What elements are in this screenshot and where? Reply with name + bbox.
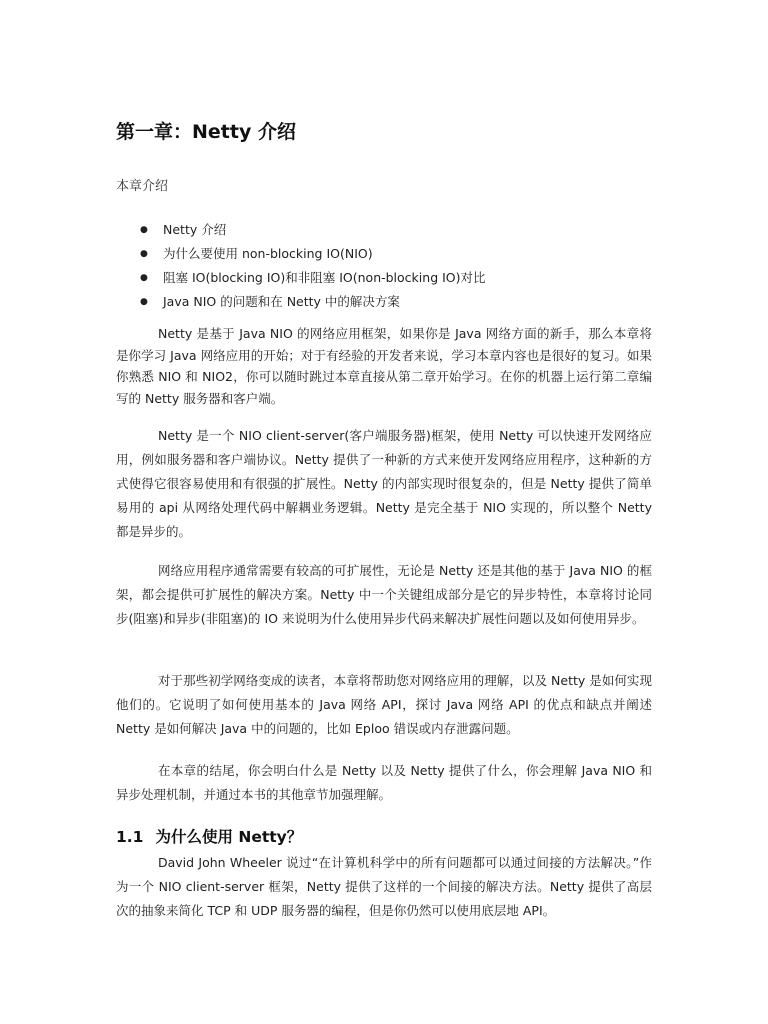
section-title: 为什么使用 Netty？ bbox=[155, 828, 303, 846]
paragraph-chapter-end: 在本章的结尾，你会明白什么是 Netty 以及 Netty 提供了什么，你会理解 Java NIO 和异步处理机制，并通过本书的其他章节加强理解。 bbox=[116, 763, 652, 802]
list-item-text: 为什么要使用 non-blocking IO(NIO) bbox=[163, 246, 373, 261]
list-item bbox=[140, 291, 486, 315]
paragraph-scalability: 网络应用程序通常需要有较高的可扩展性，无论是 Netty 还是其他的基于 Java NIO 的框架，都会提供可扩展性的解决方案。Netty 中一个关键组成部分是它的异步特性，本章将讨论同步(阻塞)和异步(非阻塞)的 IO 来说明为什么使用异步代码来解决扩展性问题以及如何使用异步。 bbox=[116, 563, 652, 626]
list-item bbox=[140, 243, 486, 267]
list-item-text: Java NIO 的问题和在 Netty 中的解决方案 bbox=[163, 294, 400, 309]
list-item bbox=[140, 267, 486, 291]
chapter-topic-list bbox=[140, 219, 486, 315]
bullet-icon: ● bbox=[140, 249, 148, 259]
paragraph-beginners: 对于那些初学网络变成的读者，本章将帮助您对网络应用的理解，以及 Netty 是如何实现他们的。它说明了如何使用基本的 Java 网络 API，探讨 Java 网络 API 的优点和缺点并阐述 Netty 是如何解决 Java 中的问题的，比如 Eploo 错误或内存泄露问题。 bbox=[116, 673, 652, 736]
list-item-text: 阻塞 IO(blocking IO)和非阻塞 IO(non-blocking IO)对比 bbox=[163, 270, 486, 285]
bullet-icon: ● bbox=[140, 273, 148, 283]
paragraph-netty-overview: Netty 是基于 Java NIO 的网络应用框架，如果你是 Java 网络方面的新手，那么本章将是你学习 Java 网络应用的开始；对于有经验的开发者来说，学习本章内容也是很好的复习。如果你熟悉 NIO 和 NIO2，你可以随时跳过本章直接从第二章开始学习。在你的机器上运行第二章编写的 Netty 服务器和客户端。 bbox=[116, 326, 652, 406]
chapter-title: 第一章：Netty 介绍 bbox=[116, 121, 296, 143]
section-number: 1.1 bbox=[116, 828, 144, 846]
section-heading bbox=[116, 826, 302, 848]
list-item-text: Netty 介绍 bbox=[163, 222, 227, 237]
paragraph-wheeler-quote: David John Wheeler 说过“在计算机科学中的所有问题都可以通过间接的方法解决。”作为一个 NIO client-server 框架，Netty 提供了这样的一个间接的解决方法。Netty 提供了高层次的抽象来简化 TCP 和 UDP 服务器的编程，但是你仍然可以使用底层地 API。 bbox=[116, 855, 652, 918]
bullet-icon: ● bbox=[140, 225, 148, 235]
list-item bbox=[140, 219, 486, 243]
paragraph-client-server: Netty 是一个 NIO client-server(客户端服务器)框架，使用 Netty 可以快速开发网络应用，例如服务器和客户端协议。Netty 提供了一种新的方式来使开发网络应用程序，这种新的方式使得它很容易使用和有很强的扩展性。Netty 的内部实现时很复杂的，但是 Netty 提供了简单易用的 api 从网络处理代码中解耦业务逻辑。Netty 是完全基于 NIO 实现的，所以整个 Netty 都是异步的。 bbox=[116, 428, 652, 539]
bullet-icon: ● bbox=[140, 297, 148, 307]
chapter-intro-label: 本章介绍 bbox=[116, 179, 169, 194]
